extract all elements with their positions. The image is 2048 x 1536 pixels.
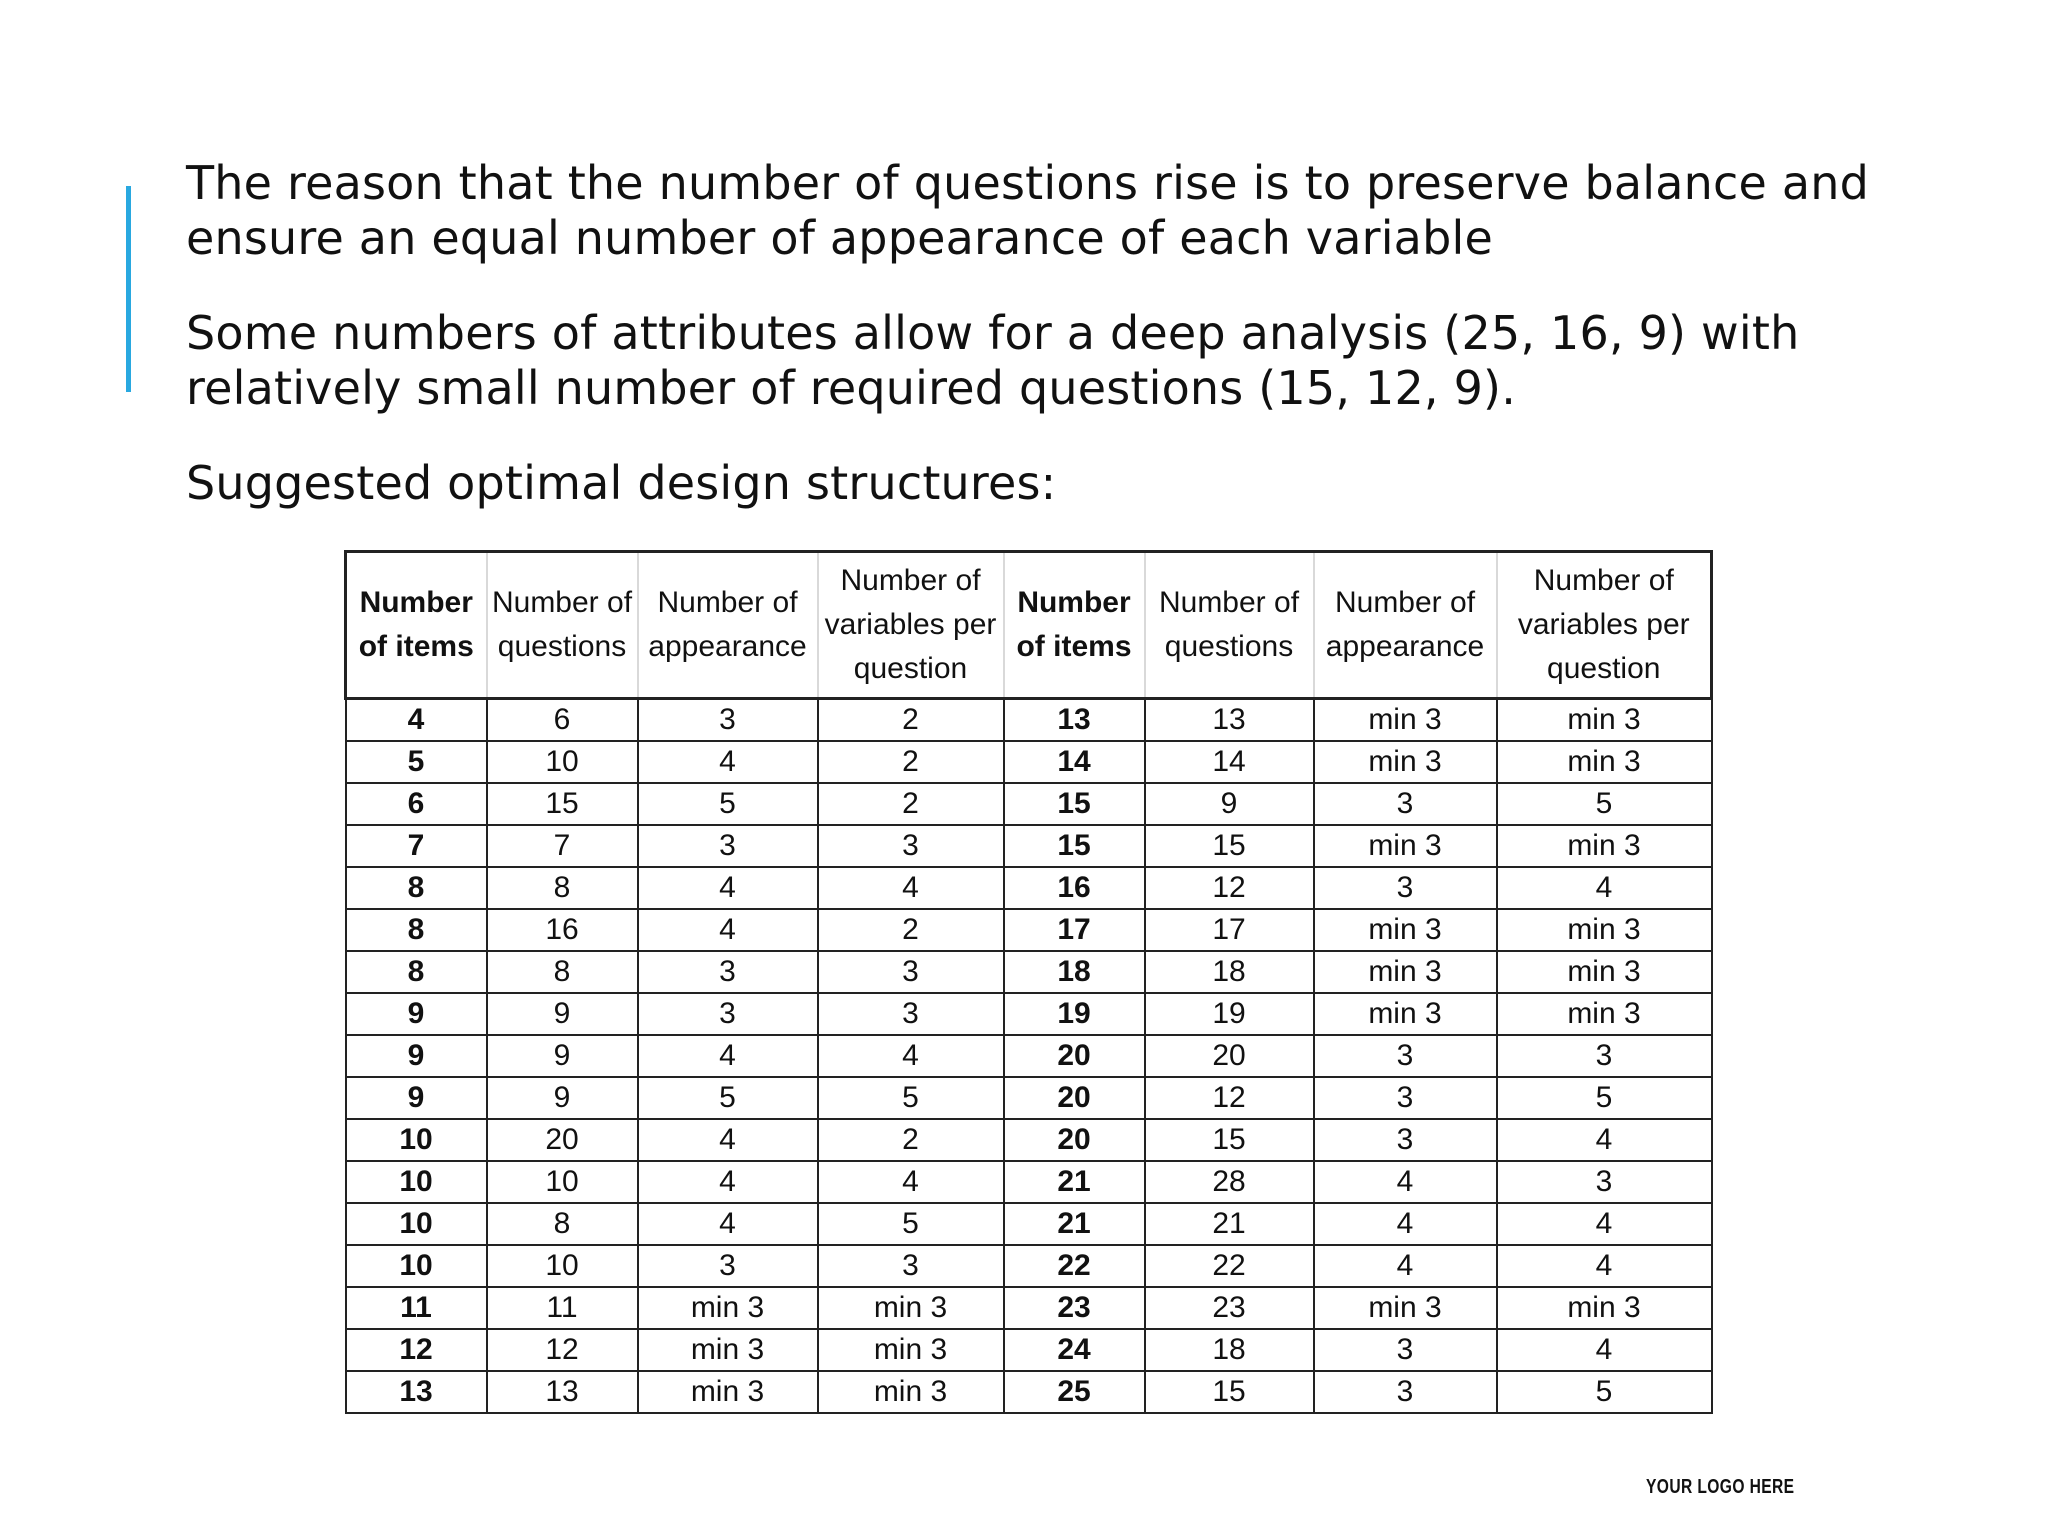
table-cell: 4 [346, 699, 487, 742]
accent-bar [126, 186, 131, 392]
table-cell: 10 [346, 1161, 487, 1203]
table-cell: min 3 [1497, 741, 1712, 783]
table-cell: 10 [487, 1245, 638, 1287]
table-cell: 5 [638, 1077, 818, 1119]
table-row [346, 993, 1712, 1035]
table-cell: min 3 [1497, 909, 1712, 951]
table-cell: 17 [1004, 909, 1145, 951]
table-cell: 8 [487, 951, 638, 993]
table-cell: 3 [1314, 783, 1497, 825]
table-cell: min 3 [1497, 993, 1712, 1035]
table-cell: 4 [1314, 1161, 1497, 1203]
table-cell: 8 [346, 909, 487, 951]
table-cell: 3 [1497, 1161, 1712, 1203]
table-cell: 4 [638, 1161, 818, 1203]
table-cell: 4 [638, 741, 818, 783]
table-cell: min 3 [1314, 741, 1497, 783]
table-cell: 4 [818, 867, 1004, 909]
table-cell: 3 [638, 951, 818, 993]
table-cell: 11 [346, 1287, 487, 1329]
table-cell: 3 [1314, 1371, 1497, 1413]
body-text [186, 156, 1906, 551]
table-cell: 16 [1004, 867, 1145, 909]
header-number-of-items: Number of items [346, 552, 487, 699]
table-cell: 3 [818, 825, 1004, 867]
table-cell: 10 [487, 1161, 638, 1203]
header-variables-per-question: Number of variables per question [818, 552, 1004, 699]
table-cell: 8 [487, 1203, 638, 1245]
table-cell: 22 [1004, 1245, 1145, 1287]
table-cell: 19 [1004, 993, 1145, 1035]
table-row [346, 951, 1712, 993]
table-row [346, 1035, 1712, 1077]
table-row [346, 825, 1712, 867]
table-cell: 13 [346, 1371, 487, 1413]
table-cell: 25 [1004, 1371, 1145, 1413]
table-cell: 12 [346, 1329, 487, 1371]
table-body [346, 699, 1712, 1414]
table-cell: 2 [818, 909, 1004, 951]
table-cell: min 3 [1497, 1287, 1712, 1329]
table-cell: 8 [487, 867, 638, 909]
table-cell: 3 [638, 993, 818, 1035]
table-cell: min 3 [1314, 1287, 1497, 1329]
table-cell: 4 [818, 1035, 1004, 1077]
table-cell: 21 [1004, 1161, 1145, 1203]
design-structures-table [344, 550, 1710, 1414]
table-cell: 3 [1497, 1035, 1712, 1077]
table-cell: 16 [487, 909, 638, 951]
table-cell: 28 [1145, 1161, 1314, 1203]
table-cell: 15 [1145, 1119, 1314, 1161]
table-row [346, 1287, 1712, 1329]
table-cell: min 3 [1497, 825, 1712, 867]
table-cell: 17 [1145, 909, 1314, 951]
table-cell: 23 [1145, 1287, 1314, 1329]
table-cell: 4 [1314, 1203, 1497, 1245]
table-cell: min 3 [1314, 993, 1497, 1035]
table-cell: 4 [638, 1203, 818, 1245]
table-cell: 13 [1004, 699, 1145, 742]
header-number-of-questions-2: Number of questions [1145, 552, 1314, 699]
table-row [346, 783, 1712, 825]
table-cell: 7 [487, 825, 638, 867]
table-cell: 5 [346, 741, 487, 783]
table-cell: 5 [818, 1077, 1004, 1119]
table-cell: min 3 [1497, 699, 1712, 742]
header-variables-per-question-2: Number of variables per question [1497, 552, 1712, 699]
table-cell: 13 [487, 1371, 638, 1413]
table-cell: 3 [638, 1245, 818, 1287]
table-cell: 14 [1004, 741, 1145, 783]
table-cell: 8 [346, 951, 487, 993]
table-cell: 19 [1145, 993, 1314, 1035]
table-cell: 22 [1145, 1245, 1314, 1287]
table-cell: 4 [1497, 1329, 1712, 1371]
table-cell: 3 [818, 951, 1004, 993]
table-cell: 5 [818, 1203, 1004, 1245]
table-cell: 18 [1145, 951, 1314, 993]
table-cell: min 3 [638, 1329, 818, 1371]
table-cell: 2 [818, 699, 1004, 742]
table-cell: 5 [638, 783, 818, 825]
table-cell: 6 [487, 699, 638, 742]
table-cell: 20 [1004, 1077, 1145, 1119]
table-cell: 12 [487, 1329, 638, 1371]
table-cell: 23 [1004, 1287, 1145, 1329]
table-cell: 3 [1314, 1077, 1497, 1119]
table-cell: 5 [1497, 783, 1712, 825]
table-row [346, 699, 1712, 742]
table-cell: 4 [638, 909, 818, 951]
table-cell: 24 [1004, 1329, 1145, 1371]
table-row [346, 1371, 1712, 1413]
table-cell: 10 [346, 1119, 487, 1161]
table-cell: 3 [638, 699, 818, 742]
table-cell: min 3 [1497, 951, 1712, 993]
table-cell: 4 [1497, 867, 1712, 909]
paragraph-balance: The reason that the number of questions rise is to preserve balance and ensure an equal number of appearance of each variable [186, 156, 1869, 265]
table-cell: 20 [1004, 1035, 1145, 1077]
table-cell: min 3 [1314, 825, 1497, 867]
table-cell: 10 [346, 1203, 487, 1245]
table-cell: 4 [638, 1119, 818, 1161]
table-cell: 9 [346, 1035, 487, 1077]
table-row [346, 741, 1712, 783]
table-cell: 15 [1145, 1371, 1314, 1413]
table-cell: 9 [346, 1077, 487, 1119]
table-row [346, 867, 1712, 909]
table-cell: min 3 [1314, 699, 1497, 742]
table-cell: 3 [1314, 1119, 1497, 1161]
table-row [346, 1245, 1712, 1287]
table-cell: 3 [1314, 1329, 1497, 1371]
header-number-of-appearance: Number of appearance [638, 552, 818, 699]
table-cell: min 3 [638, 1287, 818, 1329]
table-cell: min 3 [818, 1371, 1004, 1413]
table-cell: 8 [346, 867, 487, 909]
table-cell: 15 [1145, 825, 1314, 867]
table-cell: 9 [346, 993, 487, 1035]
header-number-of-appearance-2: Number of appearance [1314, 552, 1497, 699]
table-cell: 4 [818, 1161, 1004, 1203]
table-cell: 20 [487, 1119, 638, 1161]
paragraph-deep-analysis: Some numbers of attributes allow for a deep analysis (25, 16, 9) with relatively small number of required questions (15, 12, 9). [186, 306, 1800, 415]
table-row [346, 1203, 1712, 1245]
table-cell: 11 [487, 1287, 638, 1329]
table-row [346, 1119, 1712, 1161]
table-row [346, 1329, 1712, 1371]
table-row [346, 909, 1712, 951]
paragraph-suggested: Suggested optimal design structures: [186, 456, 1057, 510]
table-cell: 9 [1145, 783, 1314, 825]
table-cell: 15 [1004, 825, 1145, 867]
table-cell: 4 [638, 867, 818, 909]
table-cell: 21 [1004, 1203, 1145, 1245]
table-cell: 4 [1497, 1119, 1712, 1161]
table-cell: 2 [818, 741, 1004, 783]
table-cell: 13 [1145, 699, 1314, 742]
table-cell: 20 [1004, 1119, 1145, 1161]
table-cell: 2 [818, 1119, 1004, 1161]
table-cell: min 3 [818, 1329, 1004, 1371]
table-cell: min 3 [1314, 909, 1497, 951]
table-cell: 4 [1497, 1245, 1712, 1287]
table-cell: 3 [818, 993, 1004, 1035]
table-cell: 4 [1497, 1203, 1712, 1245]
table-row [346, 1077, 1712, 1119]
header-number-of-items-2: Number of items [1004, 552, 1145, 699]
table-cell: 9 [487, 993, 638, 1035]
table-cell: 3 [1314, 867, 1497, 909]
table-cell: 9 [487, 1035, 638, 1077]
table-cell: 7 [346, 825, 487, 867]
table-cell: 15 [1004, 783, 1145, 825]
table-cell: 18 [1145, 1329, 1314, 1371]
table-cell: min 3 [1314, 951, 1497, 993]
header-number-of-questions: Number of questions [487, 552, 638, 699]
table-cell: 12 [1145, 867, 1314, 909]
table-cell: 18 [1004, 951, 1145, 993]
table-cell: 4 [638, 1035, 818, 1077]
table-row [346, 1161, 1712, 1203]
table-header-row [346, 552, 1712, 699]
table-cell: min 3 [818, 1287, 1004, 1329]
table-cell: 3 [818, 1245, 1004, 1287]
table-cell: 15 [487, 783, 638, 825]
table-cell: 9 [487, 1077, 638, 1119]
table-cell: 5 [1497, 1077, 1712, 1119]
table-cell: 14 [1145, 741, 1314, 783]
table-cell: 10 [346, 1245, 487, 1287]
table-cell: 6 [346, 783, 487, 825]
logo-placeholder: YOUR LOGO HERE [1646, 1476, 1795, 1498]
table-cell: 3 [638, 825, 818, 867]
table-cell: 12 [1145, 1077, 1314, 1119]
table-cell: 10 [487, 741, 638, 783]
table-cell: 2 [818, 783, 1004, 825]
table-cell: 4 [1314, 1245, 1497, 1287]
table-cell: 3 [1314, 1035, 1497, 1077]
table-cell: min 3 [638, 1371, 818, 1413]
table-cell: 21 [1145, 1203, 1314, 1245]
table-cell: 20 [1145, 1035, 1314, 1077]
table-cell: 5 [1497, 1371, 1712, 1413]
